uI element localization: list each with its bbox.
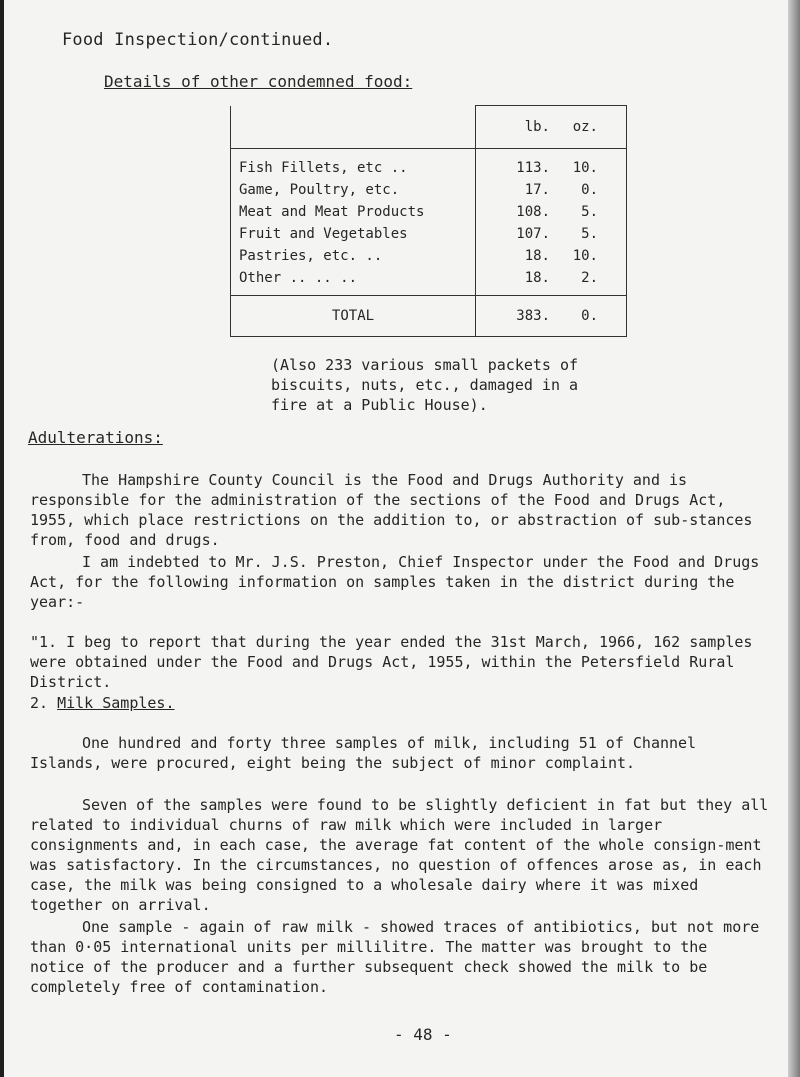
milk-samples-heading [30,694,175,712]
total-lb: 383. [476,296,551,337]
paragraph-text: One hundred and forty three samples of milk, including 51 of Channel Islands, were procured, eight being the subject of minor complaint. [30,734,697,772]
header-oz-cell: oz. [550,106,627,149]
page-left-edge [0,0,4,1077]
row-lb: 107. [516,226,550,242]
table-row [231,179,627,201]
table-heading: Details of other condemned food: [104,72,413,91]
table-row [231,149,627,180]
row-lb: 113. [516,160,550,176]
condemned-food-table [230,105,627,337]
paragraph-authority [30,470,770,550]
paragraph-text: I am indebted to Mr. J.S. Preston, Chief Inspector under the Food and Drugs Act, for the following information on samples taken in the district during the year:- [30,553,760,611]
milk-heading-number: 2. [30,694,49,712]
table-row [231,201,627,223]
table-header-row [231,106,627,149]
total-label: TOTAL [231,296,476,337]
row-lb: 17. [524,182,550,198]
paragraph-text: One sample - again of raw milk - showed traces of antibiotics, but not more than 0·05 international units per millilitre. The matter was brought to the notice of the producer and a further subsequent check showed the milk to be completely free of contamination. [30,918,760,996]
row-oz: 0. [550,179,627,201]
paragraph-report: "1. I beg to report that during the year ended the 31st March, 1966, 162 samples were obtained under the Food and Drugs Act, 1955, within the Petersfield Rural District. [30,633,753,691]
paragraph-fat-deficiency [30,795,770,915]
page-header: Food Inspection/continued. [62,30,334,50]
header-item-cell [231,106,476,149]
row-oz: 10. [550,149,627,180]
paragraph-indebted [30,552,770,612]
table-row [231,245,627,267]
paragraph-milk-count [30,733,770,773]
row-item: Meat and Meat Products [231,201,476,223]
total-oz: 0. [550,296,627,337]
paragraph-text: Seven of the samples were found to be slightly deficient in fat but they all related to individual churns of raw milk which were included in larger consignments and, in each case, the average fat content of the whole consign-ment was satisfactory. In the circumstances, no question of offences arose as, in each case, the milk was being consigned to a wholesale dairy where it was mixed together on arrival. [30,796,769,914]
row-lb: 18. [524,270,550,286]
row-oz: 5. [550,201,627,223]
page-number: - 48 - [394,1025,452,1044]
milk-heading-title: Milk Samples. [57,694,175,712]
header-lb-cell: lb. [476,106,551,149]
row-item: Fruit and Vegetables [231,223,476,245]
paragraph-text: The Hampshire County Council is the Food and Drugs Authority and is responsible for the administration of the sections of the Food and Drugs Act, 1955, which place restrictions on the addition to, or abstraction of sub-stances from, food and drugs. [30,471,753,549]
row-oz: 10. [550,245,627,267]
row-item: Fish Fillets, etc .. [231,149,476,180]
section-title-adulterations: Adulterations: [28,428,163,447]
table-total-row [231,296,627,337]
row-item: Other .. .. .. [231,267,476,296]
table-row [231,223,627,245]
page-right-edge [788,0,800,1077]
row-item: Game, Poultry, etc. [231,179,476,201]
table-note: (Also 233 various small packets of biscuits, nuts, etc., damaged in a fire at a Public House). [271,356,579,414]
row-oz: 2. [550,267,627,296]
paragraph-antibiotics [30,917,770,997]
row-lb: 18. [524,248,550,264]
row-oz: 5. [550,223,627,245]
row-lb: 108. [516,204,550,220]
row-item: Pastries, etc. .. [231,245,476,267]
table-row [231,267,627,296]
